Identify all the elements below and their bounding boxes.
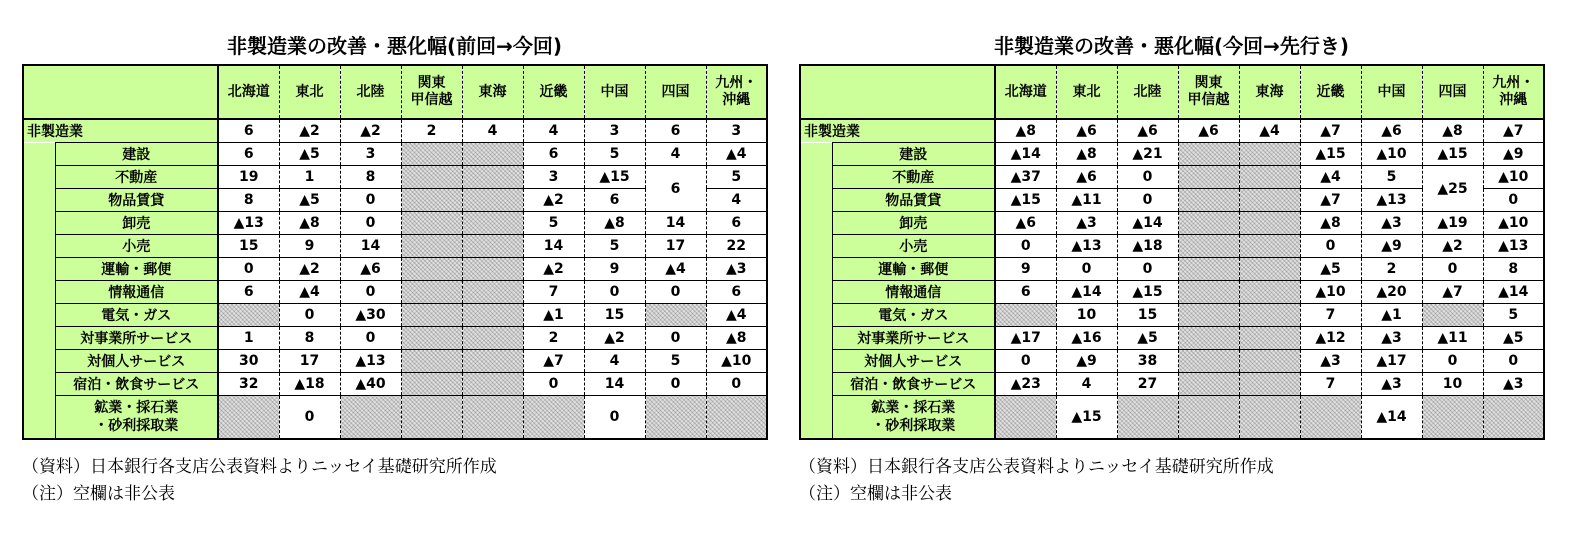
row-label: 対事業所サービス — [832, 327, 995, 350]
blank-cell — [1178, 281, 1239, 304]
data-cell: ▲6 — [1056, 119, 1117, 143]
data-cell: 9 — [584, 258, 645, 281]
data-cell: ▲13 — [1361, 189, 1422, 212]
data-cell: ▲8 — [279, 212, 340, 235]
data-cell: 4 — [523, 119, 584, 143]
blank-cell — [401, 166, 462, 189]
blank-cell — [462, 143, 523, 166]
data-cell: ▲20 — [1361, 281, 1422, 304]
data-cell: 0 — [1117, 258, 1178, 281]
row-label: 建設 — [55, 143, 218, 166]
blank-cell — [645, 304, 706, 327]
data-cell: 9 — [995, 258, 1056, 281]
blank-cell — [1239, 327, 1300, 350]
data-cell: ▲23 — [995, 373, 1056, 396]
data-cell: ▲8 — [1422, 119, 1483, 143]
data-cell: 0 — [340, 212, 401, 235]
blank-cell — [1178, 189, 1239, 212]
data-cell: 0 — [523, 373, 584, 396]
data-cell: ▲6 — [995, 212, 1056, 235]
row-label: 宿泊・飲食サービス — [55, 373, 218, 396]
data-cell: 9 — [279, 235, 340, 258]
source-note: （資料）日本銀行各支店公表資料よりニッセイ基礎研究所作成 — [799, 457, 1274, 477]
data-cell: 0 — [340, 189, 401, 212]
data-cell: ▲5 — [1300, 258, 1361, 281]
region-header: 四国 — [645, 65, 706, 119]
data-cell: ▲2 — [340, 119, 401, 143]
data-cell: 17 — [279, 350, 340, 373]
data-cell: ▲8 — [706, 327, 767, 350]
region-header: 中国 — [1361, 65, 1422, 119]
row-label: 対個人サービス — [832, 350, 995, 373]
data-cell: ▲14 — [1361, 396, 1422, 440]
row-label: 物品賃貸 — [832, 189, 995, 212]
data-cell: 0 — [340, 327, 401, 350]
blank-cell — [995, 396, 1056, 440]
data-cell: ▲12 — [1300, 327, 1361, 350]
data-cell: 6 — [645, 166, 706, 212]
blank-cell — [1239, 212, 1300, 235]
data-cell: 0 — [1300, 235, 1361, 258]
data-cell: 7 — [1300, 373, 1361, 396]
row-label: 卸売 — [55, 212, 218, 235]
data-cell: 8 — [218, 189, 279, 212]
data-cell: 0 — [340, 281, 401, 304]
data-cell: 5 — [1483, 304, 1544, 327]
data-cell: 3 — [706, 119, 767, 143]
data-cell: 5 — [645, 350, 706, 373]
data-cell: ▲9 — [1056, 350, 1117, 373]
blank-cell — [462, 189, 523, 212]
data-cell: 0 — [1483, 350, 1544, 373]
blank-cell — [1178, 235, 1239, 258]
row-label: 宿泊・飲食サービス — [832, 373, 995, 396]
data-cell: ▲40 — [340, 373, 401, 396]
blank-cell — [401, 373, 462, 396]
data-cell: 6 — [706, 212, 767, 235]
region-header: 関東 甲信越 — [401, 65, 462, 119]
data-cell: 8 — [340, 166, 401, 189]
blank-cell — [1239, 235, 1300, 258]
blank-cell — [1178, 166, 1239, 189]
region-header: 北海道 — [218, 65, 279, 119]
data-cell: 0 — [995, 350, 1056, 373]
region-header: 九州・ 沖縄 — [706, 65, 767, 119]
row-label-total: 非製造業 — [23, 119, 218, 143]
blank-cell — [401, 258, 462, 281]
data-table — [799, 64, 1545, 440]
data-cell: ▲13 — [1483, 235, 1544, 258]
blank-cell — [218, 304, 279, 327]
data-cell: ▲15 — [1422, 143, 1483, 166]
data-cell: 0 — [706, 373, 767, 396]
data-cell: ▲10 — [1300, 281, 1361, 304]
blank-cell — [1178, 143, 1239, 166]
blank-cell — [1300, 396, 1361, 440]
blank-cell — [1239, 143, 1300, 166]
source-note: （資料）日本銀行各支店公表資料よりニッセイ基礎研究所作成 — [22, 457, 497, 477]
data-cell: 10 — [1056, 304, 1117, 327]
data-cell: 8 — [1483, 258, 1544, 281]
blank-cell — [340, 396, 401, 440]
row-label: 電気・ガス — [832, 304, 995, 327]
region-header: 北陸 — [340, 65, 401, 119]
blank-cell — [995, 304, 1056, 327]
blank-cell — [401, 327, 462, 350]
data-table — [22, 64, 768, 440]
blank-cell — [401, 350, 462, 373]
data-cell: ▲13 — [218, 212, 279, 235]
data-cell: 2 — [523, 327, 584, 350]
blank-cell — [645, 396, 706, 440]
data-cell: ▲13 — [1056, 235, 1117, 258]
data-cell: 14 — [645, 212, 706, 235]
data-cell: 0 — [279, 304, 340, 327]
blank-cell — [401, 235, 462, 258]
data-cell: 6 — [218, 281, 279, 304]
data-cell: ▲8 — [584, 212, 645, 235]
data-cell: ▲6 — [1056, 166, 1117, 189]
data-cell: ▲3 — [706, 258, 767, 281]
blank-cell — [218, 396, 279, 440]
data-cell: ▲6 — [1361, 119, 1422, 143]
blank-cell — [1239, 396, 1300, 440]
data-cell: 2 — [401, 119, 462, 143]
blank-cell — [1239, 281, 1300, 304]
data-cell: 3 — [523, 166, 584, 189]
data-cell: ▲7 — [523, 350, 584, 373]
blank-cell — [1483, 396, 1544, 440]
data-cell: ▲8 — [1300, 212, 1361, 235]
blank-cell — [462, 350, 523, 373]
blank-cell — [462, 304, 523, 327]
table-title: 非製造業の改善・悪化幅(前回→今回) — [226, 34, 563, 58]
data-cell: 0 — [1422, 258, 1483, 281]
data-cell: 10 — [1422, 373, 1483, 396]
table-title: 非製造業の改善・悪化幅(今回→先行き) — [993, 34, 1350, 58]
blank-cell — [401, 281, 462, 304]
header-corner — [800, 65, 995, 119]
data-cell: 4 — [1056, 373, 1117, 396]
data-cell: 38 — [1117, 350, 1178, 373]
data-cell: 0 — [584, 396, 645, 440]
data-cell: 19 — [218, 166, 279, 189]
data-cell: ▲8 — [995, 119, 1056, 143]
data-cell: 30 — [218, 350, 279, 373]
data-cell: ▲7 — [1483, 119, 1544, 143]
data-cell: ▲15 — [1056, 396, 1117, 440]
region-header: 東海 — [462, 65, 523, 119]
data-cell: ▲1 — [523, 304, 584, 327]
data-cell: ▲15 — [1300, 143, 1361, 166]
data-cell: ▲13 — [340, 350, 401, 373]
blank-cell — [1239, 350, 1300, 373]
data-cell: 5 — [584, 235, 645, 258]
data-cell: ▲4 — [645, 258, 706, 281]
data-cell: ▲9 — [1483, 143, 1544, 166]
row-label: 卸売 — [832, 212, 995, 235]
data-cell: ▲7 — [1422, 281, 1483, 304]
blank-cell — [1178, 373, 1239, 396]
data-cell: ▲10 — [1483, 212, 1544, 235]
data-cell: 0 — [1422, 350, 1483, 373]
data-cell: ▲3 — [1300, 350, 1361, 373]
data-cell: 6 — [584, 189, 645, 212]
data-cell: 32 — [218, 373, 279, 396]
data-cell: ▲1 — [1361, 304, 1422, 327]
region-header: 四国 — [1422, 65, 1483, 119]
data-cell: 5 — [584, 143, 645, 166]
data-cell: 1 — [218, 327, 279, 350]
data-cell: ▲10 — [1361, 143, 1422, 166]
data-cell: 5 — [523, 212, 584, 235]
data-cell: ▲5 — [1483, 327, 1544, 350]
blank-cell — [462, 373, 523, 396]
region-header: 九州・ 沖縄 — [1483, 65, 1544, 119]
blank-cell — [401, 304, 462, 327]
data-cell: ▲4 — [1300, 166, 1361, 189]
data-cell: ▲15 — [584, 166, 645, 189]
data-cell: ▲4 — [706, 304, 767, 327]
data-cell: ▲6 — [1178, 119, 1239, 143]
row-label: 不動産 — [832, 166, 995, 189]
data-cell: ▲2 — [1422, 235, 1483, 258]
data-cell: 2 — [1361, 258, 1422, 281]
data-cell: ▲3 — [1361, 373, 1422, 396]
region-header: 東海 — [1239, 65, 1300, 119]
data-cell: 4 — [584, 350, 645, 373]
region-header: 東北 — [1056, 65, 1117, 119]
notes — [799, 454, 1544, 508]
data-cell: ▲15 — [995, 189, 1056, 212]
blank-cell — [1239, 304, 1300, 327]
blank-cell — [401, 396, 462, 440]
blank-cell — [1178, 258, 1239, 281]
data-cell: ▲5 — [1117, 327, 1178, 350]
data-cell: 6 — [645, 119, 706, 143]
data-cell: 15 — [1117, 304, 1178, 327]
data-cell: ▲4 — [706, 143, 767, 166]
right-table-panel — [799, 30, 1544, 508]
data-cell: 17 — [645, 235, 706, 258]
data-cell: 15 — [584, 304, 645, 327]
data-cell: ▲2 — [279, 258, 340, 281]
row-label: 鉱業・採石業 ・砂利採取業 — [55, 396, 218, 440]
data-cell: 0 — [279, 396, 340, 440]
blank-cell — [462, 281, 523, 304]
blank-cell — [462, 396, 523, 440]
row-label: 鉱業・採石業 ・砂利採取業 — [832, 396, 995, 440]
data-cell: ▲19 — [1422, 212, 1483, 235]
data-cell: 1 — [279, 166, 340, 189]
data-cell: 4 — [462, 119, 523, 143]
blank-cell — [1239, 373, 1300, 396]
data-cell: 0 — [1056, 258, 1117, 281]
row-label: 対事業所サービス — [55, 327, 218, 350]
row-label: 物品賃貸 — [55, 189, 218, 212]
data-cell: 0 — [218, 258, 279, 281]
blank-cell — [462, 235, 523, 258]
blank-cell — [1178, 304, 1239, 327]
blank-cell — [1422, 304, 1483, 327]
data-cell: 7 — [1300, 304, 1361, 327]
data-cell: 6 — [523, 143, 584, 166]
data-cell: ▲6 — [340, 258, 401, 281]
data-cell: 15 — [218, 235, 279, 258]
blank-cell — [1178, 327, 1239, 350]
data-cell: ▲2 — [523, 258, 584, 281]
data-cell: 6 — [706, 281, 767, 304]
data-cell: ▲2 — [584, 327, 645, 350]
data-cell: 0 — [584, 281, 645, 304]
header-corner — [23, 65, 218, 119]
indent-cell — [800, 143, 832, 440]
row-label: 小売 — [832, 235, 995, 258]
data-cell: ▲4 — [279, 281, 340, 304]
data-cell: ▲17 — [1361, 350, 1422, 373]
blank-cell — [1178, 396, 1239, 440]
data-cell: ▲15 — [1117, 281, 1178, 304]
region-header: 北海道 — [995, 65, 1056, 119]
data-cell: 27 — [1117, 373, 1178, 396]
row-label: 情報通信 — [832, 281, 995, 304]
data-cell: ▲7 — [1300, 189, 1361, 212]
region-header: 近畿 — [1300, 65, 1361, 119]
data-cell: ▲5 — [279, 189, 340, 212]
data-cell: 8 — [279, 327, 340, 350]
blank-cell — [1178, 212, 1239, 235]
data-cell: ▲16 — [1056, 327, 1117, 350]
data-cell: ▲11 — [1056, 189, 1117, 212]
data-cell: ▲14 — [1483, 281, 1544, 304]
data-cell: 0 — [1117, 166, 1178, 189]
data-cell: ▲2 — [523, 189, 584, 212]
notes — [22, 454, 767, 508]
row-label: 小売 — [55, 235, 218, 258]
data-cell: ▲10 — [1483, 166, 1544, 189]
blank-cell — [1117, 396, 1178, 440]
blank-cell — [1239, 189, 1300, 212]
data-cell: ▲5 — [279, 143, 340, 166]
data-cell: ▲6 — [1117, 119, 1178, 143]
row-label: 運輸・郵便 — [55, 258, 218, 281]
data-cell: ▲14 — [1117, 212, 1178, 235]
row-label: 情報通信 — [55, 281, 218, 304]
row-label: 建設 — [832, 143, 995, 166]
region-header: 近畿 — [523, 65, 584, 119]
blank-cell — [401, 189, 462, 212]
blank-cell — [401, 212, 462, 235]
data-cell: ▲4 — [1239, 119, 1300, 143]
data-cell: 0 — [645, 281, 706, 304]
data-cell: 0 — [645, 373, 706, 396]
data-cell: ▲25 — [1422, 166, 1483, 212]
data-cell: 0 — [995, 235, 1056, 258]
blank-cell — [462, 212, 523, 235]
data-cell: ▲14 — [995, 143, 1056, 166]
data-cell: 7 — [523, 281, 584, 304]
blank-cell — [1239, 166, 1300, 189]
blank-cell — [1178, 350, 1239, 373]
data-cell: 14 — [340, 235, 401, 258]
blank-cell — [462, 258, 523, 281]
region-header: 北陸 — [1117, 65, 1178, 119]
data-cell: 0 — [645, 327, 706, 350]
data-cell: 0 — [1117, 189, 1178, 212]
data-cell: 0 — [1483, 189, 1544, 212]
data-cell: ▲17 — [995, 327, 1056, 350]
blank-cell — [462, 327, 523, 350]
region-header: 中国 — [584, 65, 645, 119]
data-cell: 14 — [523, 235, 584, 258]
region-header: 関東 甲信越 — [1178, 65, 1239, 119]
blank-cell — [523, 396, 584, 440]
data-cell: 6 — [218, 119, 279, 143]
data-cell: ▲3 — [1056, 212, 1117, 235]
row-label: 対個人サービス — [55, 350, 218, 373]
data-cell: ▲18 — [1117, 235, 1178, 258]
data-cell: ▲3 — [1361, 212, 1422, 235]
data-cell: ▲11 — [1422, 327, 1483, 350]
row-label-total: 非製造業 — [800, 119, 995, 143]
blank-cell — [462, 166, 523, 189]
data-cell: 6 — [218, 143, 279, 166]
left-table-panel — [22, 30, 767, 508]
region-header: 東北 — [279, 65, 340, 119]
data-cell: 22 — [706, 235, 767, 258]
data-cell: ▲18 — [279, 373, 340, 396]
data-cell: 5 — [1361, 166, 1422, 189]
data-cell: ▲10 — [706, 350, 767, 373]
data-cell: ▲30 — [340, 304, 401, 327]
data-cell: 14 — [584, 373, 645, 396]
data-cell: ▲21 — [1117, 143, 1178, 166]
indent-cell — [23, 143, 55, 440]
blank-cell — [401, 143, 462, 166]
data-cell: ▲3 — [1361, 327, 1422, 350]
blank-cell — [1239, 258, 1300, 281]
data-cell: 6 — [995, 281, 1056, 304]
row-label: 運輸・郵便 — [832, 258, 995, 281]
data-cell: ▲2 — [279, 119, 340, 143]
data-cell: ▲37 — [995, 166, 1056, 189]
data-cell: 4 — [645, 143, 706, 166]
data-cell: 3 — [584, 119, 645, 143]
data-cell: 5 — [706, 166, 767, 189]
data-cell: ▲8 — [1056, 143, 1117, 166]
blank-note: （注）空欄は非公表 — [799, 484, 952, 504]
data-cell: 4 — [706, 189, 767, 212]
data-cell: ▲9 — [1361, 235, 1422, 258]
blank-cell — [1422, 396, 1483, 440]
data-cell: ▲14 — [1056, 281, 1117, 304]
row-label: 不動産 — [55, 166, 218, 189]
data-cell: ▲3 — [1483, 373, 1544, 396]
data-cell: 3 — [340, 143, 401, 166]
blank-note: （注）空欄は非公表 — [22, 484, 175, 504]
data-cell: ▲7 — [1300, 119, 1361, 143]
blank-cell — [706, 396, 767, 440]
row-label: 電気・ガス — [55, 304, 218, 327]
